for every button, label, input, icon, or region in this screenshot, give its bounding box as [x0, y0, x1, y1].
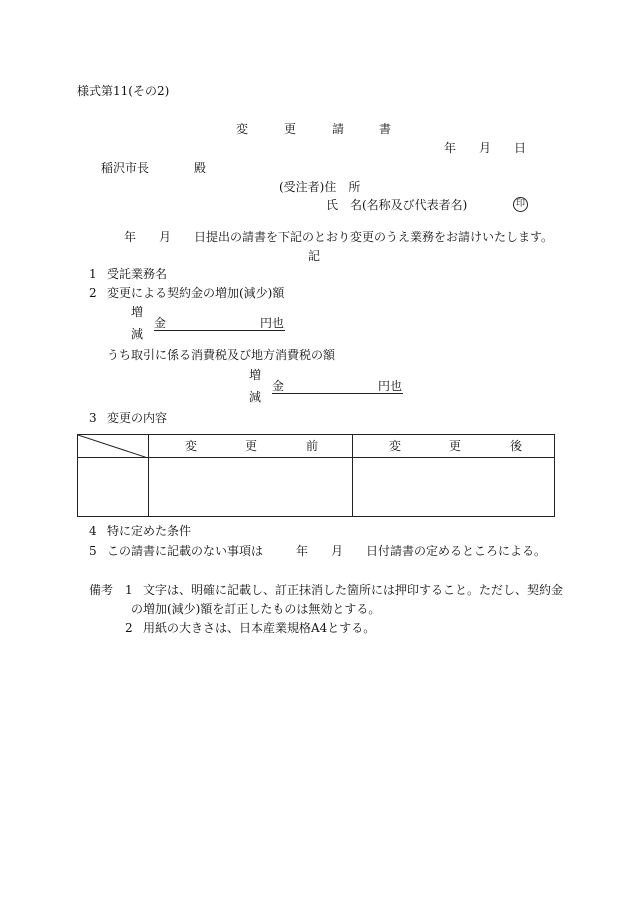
tax-decrease-mark: 減	[249, 390, 262, 404]
amount-underline	[154, 330, 285, 331]
item5-month: 月	[331, 544, 344, 558]
note1-num: 1	[125, 583, 133, 597]
decrease-mark: 減	[131, 327, 144, 341]
item3-label: 変更の内容	[107, 411, 168, 425]
diagonal-line	[78, 435, 148, 458]
header-before-char-1: 変	[185, 439, 198, 453]
item1-num: 1	[89, 267, 97, 281]
addressee-honorific: 殿	[194, 161, 207, 175]
before-content-cell[interactable]	[149, 458, 353, 517]
header-after-char-1: 変	[389, 439, 402, 453]
addressee-name: 稲沢市長	[101, 161, 150, 175]
seal-icon: 印	[513, 197, 528, 212]
date-month: 月	[479, 141, 492, 155]
item3-num: 3	[89, 411, 97, 425]
contractor-name-label: 氏 名(名称及び代表者名)	[326, 198, 468, 212]
item4-num: 4	[89, 524, 97, 538]
header-after-char-3: 後	[510, 439, 523, 453]
title-char-3: 請	[332, 122, 345, 136]
header-after-char-2: 更	[449, 439, 462, 453]
header-before-char-3: 前	[306, 439, 319, 453]
title-char-1: 変	[236, 122, 249, 136]
item5-text-1: この請書に記載のない事項は	[107, 544, 264, 558]
amount-suffix: 円也	[260, 316, 285, 330]
note2-num: 2	[125, 621, 133, 635]
tax-amount-prefix: 金	[272, 379, 285, 393]
header-before-char-2: 更	[245, 439, 258, 453]
remarks-label: 備考	[89, 583, 114, 597]
item2-num: 2	[89, 286, 97, 300]
intro-year: 年	[124, 230, 137, 244]
form-number: 様式第11(その2)	[77, 84, 170, 98]
title-char-2: 更	[284, 122, 297, 136]
tax-amount-underline	[272, 393, 403, 394]
header-after	[353, 435, 555, 458]
note1-line2: の増加(減少)額を訂正したものは無効とする。	[131, 602, 381, 616]
note2-text: 用紙の大きさは、日本産業規格A4とする。	[143, 621, 376, 635]
title-char-4: 書	[379, 122, 392, 136]
item5-num: 5	[89, 544, 97, 558]
item5-text-2: 日付請書の定めるところによる。	[366, 544, 547, 558]
item2-label: 変更による契約金の増加(減少)額	[107, 286, 285, 300]
amount-prefix: 金	[154, 316, 167, 330]
item5-year: 年	[296, 544, 309, 558]
intro-month: 月	[159, 230, 172, 244]
date-day: 日	[514, 141, 527, 155]
after-content-cell[interactable]	[353, 458, 555, 517]
header-before	[149, 435, 353, 458]
ki-heading: 記	[308, 249, 321, 263]
row-label-cell	[78, 458, 149, 517]
date-year: 年	[444, 141, 457, 155]
item4-label: 特に定めた条件	[107, 524, 192, 538]
contractor-address-label: (受注者)住 所	[279, 180, 361, 194]
change-table	[77, 434, 555, 517]
note1-line1: 文字は、明確に記載し、訂正抹消した箇所には押印すること。ただし、契約金	[143, 583, 564, 597]
intro-text: 日提出の請書を下記のとおり変更のうえ業務をお請けいたします。	[194, 230, 554, 244]
increase-mark: 増	[131, 305, 144, 319]
item1-label: 受託業務名	[107, 267, 168, 281]
tax-label: うち取引に係る消費税及び地方消費税の額	[107, 348, 336, 362]
tax-amount-suffix: 円也	[378, 379, 403, 393]
tax-increase-mark: 増	[249, 368, 262, 382]
table-corner-cell	[78, 435, 149, 458]
